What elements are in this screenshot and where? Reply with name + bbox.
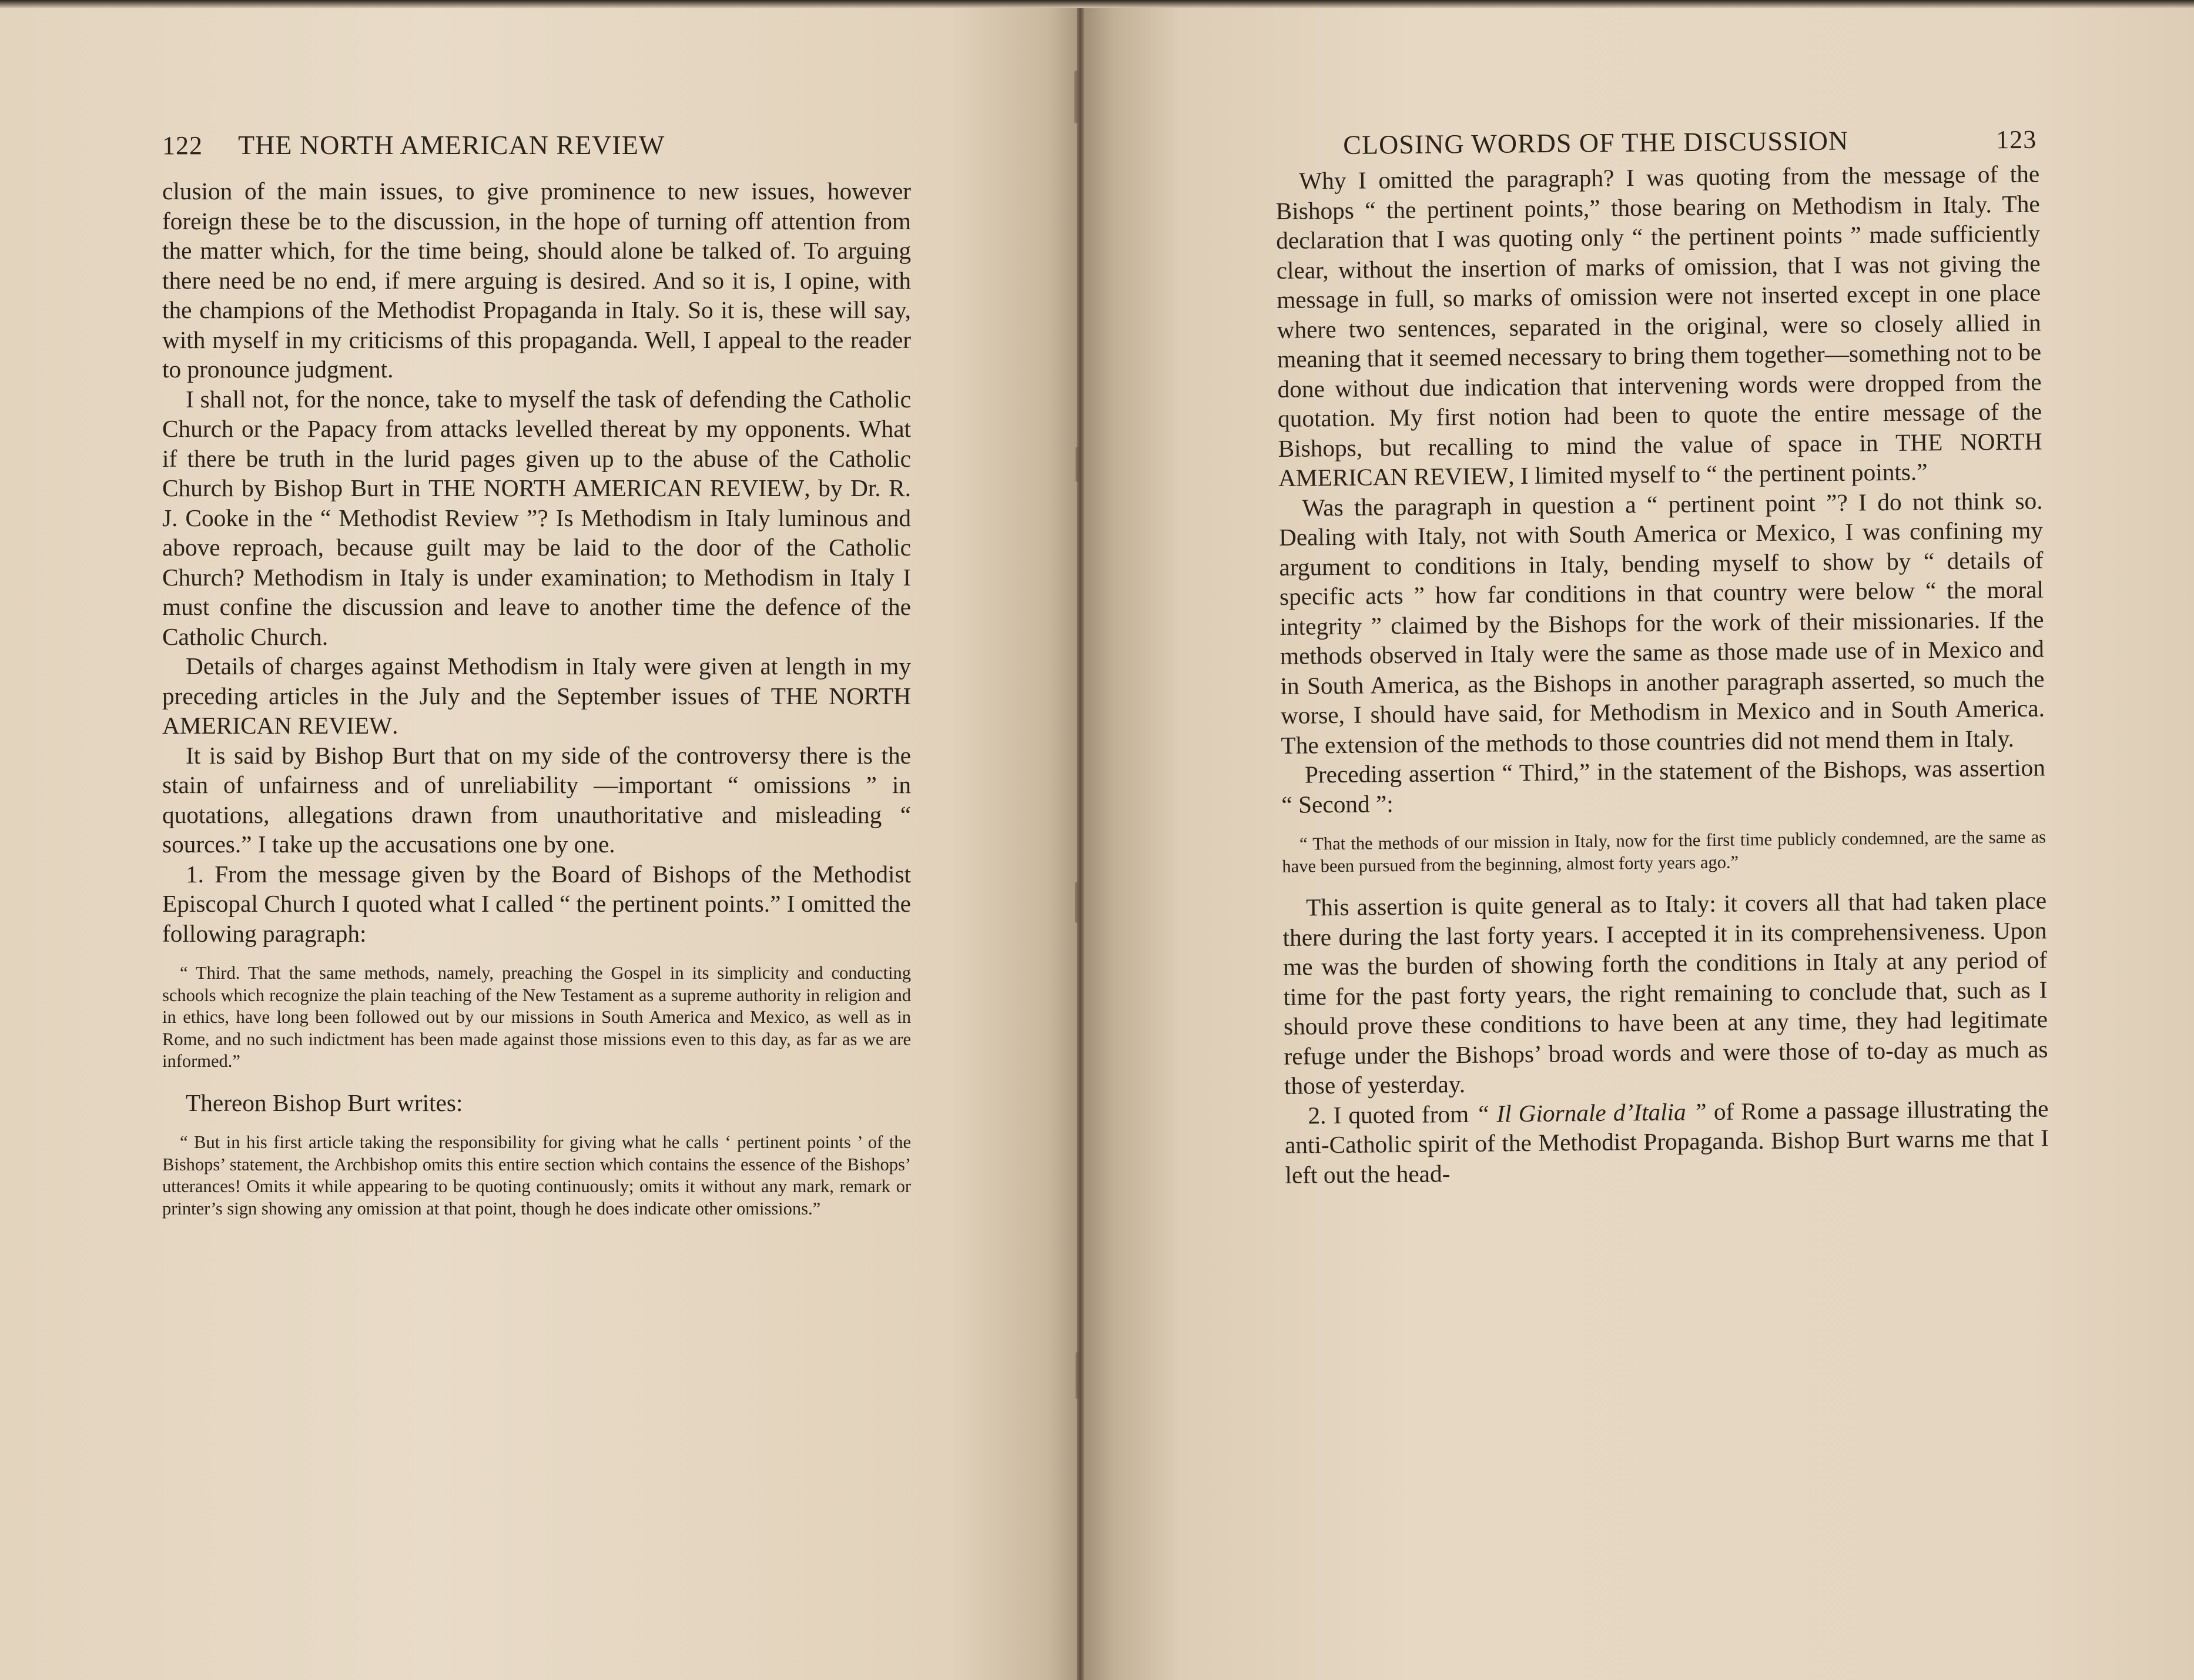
paragraph-text: I shall not, for the nonce, take to myself the task of defending the Catholic Church or the Papacy from attacks levelled thereat by my opponents. What if there be truth in the lurid pages given up to the abuse of the Catholic Church by Bishop Burt in [162,385,911,501]
running-title: CLOSING WORDS OF THE DISCUSSION [1343,125,1849,160]
journal-title: THE NORTH AMERICAN REVIEW [428,474,805,501]
left-page-body [162,176,911,1235]
paragraph [162,384,911,652]
block-quote [1282,826,2046,877]
block-quote [162,1132,911,1220]
running-title: THE NORTH AMERICAN REVIEW [238,130,665,160]
journal-title: THE NORTH AMERICAN REVIEW [1278,427,2042,491]
paragraph: Thereon Bishop Burt writes: [186,1089,463,1116]
paragraph: 1. From the message given by the Board of Bishops of the Methodist Episcopal Church I quoted what I called “ the pertinent points.” I omitted the following paragraph: [162,860,911,947]
quote-text: “ But in his first article taking the responsibility for giving what he calls ‘ pertinent points ’ of the Bishops’ statement, the Archbishop omits this entire section which contains the essence of the Bishops’ utterances! Omits it while appearing to be quoting continuously; omits it without any mark, remark or printer’s sign showing any omission at that point, though he does indicate other omissions.” [162,1132,911,1219]
right-page-header [1343,119,2037,166]
paragraph-text: of Rome a passage illustrating the anti-Catholic spirit of the Methodist Propaganda. Bishop Burt warns me that I left out the head- [1284,1094,2049,1189]
paragraph-text: . [392,712,398,739]
newspaper-title: “ Il Giornale d’Italia ” [1476,1097,1707,1127]
gutter-thread-mark [1076,1352,1079,1399]
paragraph: This assertion is quite general as to Italy: it covers all that had taken place there during the last forty years. I accepted it in its comprehensiveness. Upon me was the burden of showing forth the conditions in Italy at any period of time for the past forty years, the right remaining to conclude that, such as I should prove these conditions to have been at any time, they had legitimate refuge under the Bishops’ broad words and were those of to-day as much as those of yesterday. [1282,886,2048,1099]
page-number: 123 [1996,125,2037,155]
page-top-edge [0,0,2194,8]
gutter-thread-mark [1075,882,1078,923]
left-page-header [162,125,911,166]
paragraph [162,651,911,741]
paragraph: clusion of the main issues, to give prominence to new issues, however foreign these be to the discussion, in the hope of turning off attention from the matter which, for the time being, should alone be talked of. To arguing there need be no end, if mere arguing is desired. And so it is, I opine, with the champions of the Methodist Propaganda in Italy. So it is, these will say, with myself in my criticisms of this propaganda. Well, I appeal to the reader to pronounce judgment. [162,178,911,383]
right-page-body [1275,159,2049,1190]
paragraph-text: Details of charges against Methodism in Italy were given at length in my preceding articles in the July and the September issues of [162,652,911,710]
paragraph-text: , I limited myself to “ the pertinent points.” [1508,458,1928,490]
quote-text: “ Third. That the same methods, namely, preaching the Gospel in its simplicity and conducting schools which recognize the plain teaching of the New Testament as a supreme authority in religion and in ethics, have long been followed out by our missions in South America and Mexico, as well as in Rome, and no such indictment has been made against those missions even to this day, as far as we are informed.” [162,963,911,1071]
paragraph: It is said by Bishop Burt that on my side of the controversy there is the stain of unfairness and of unreliability —important “ omissions ” in quotations, allegations drawn from unauthoritative and misleading “ sources.” I take up the accusations one by one. [162,741,911,858]
paragraph-text: 2. I quoted from [1308,1100,1469,1129]
page-number: 122 [162,131,203,160]
gutter-thread-mark [1076,447,1079,482]
paragraph-text: Why I omitted the paragraph? I was quoting from the message of the Bishops “ the pertinent points,” those bearing on Methodism in Italy. The declaration that I was quoting only “ the pertinent points ” made sufficiently clear, without the insertion of marks of omission, that I was not giving the message in full, so marks of omission were not inserted except in one place where two sentences, separated in the original, were so closely allied in meaning that it seemed necessary to bring them together—something not to be done without due indication that intervening words were dropped from the quotation. My first notion had been to quote the entire message of the Bishops, but recalling to mind the value of space in [1275,160,2042,462]
paragraph [1275,159,2042,493]
quote-text: “ That the methods of our mission in Italy, now for the first time publicly condemned, are the same as have been pursued from the beginning, almost forty years ago.” [1282,826,2046,876]
paragraph: Preceding assertion “ Third,” in the statement of the Bishops, was assertion “ Second ”: [1281,754,2046,818]
paragraph: Was the paragraph in question a “ pertinent point ”? I do not think so. Dealing with Italy, not with South America or Mexico, I was confining my argument to conditions in Italy, bending myself to show by “ details of specific acts ” how far conditions in that country were below “ the moral integrity ” claimed by the Bishops for the work of their missionaries. If the methods observed in Italy were the same as those made use of in Mexico and in South America, as the Bishops in another paragraph asserted, so much the worse, I should have said, for Methodism in Mexico and in South America. The extension of the methods to those countries did not mend them in Italy. [1278,486,2045,759]
paragraph-text: , by Dr. R. J. Cooke in the “ Methodist Review ”? Is Methodism in Italy luminous and above reproach, because guilt may be laid to the door of the Catholic Church? Methodism in Italy is under examination; to Methodism in Italy I must confine the discussion and leave to another time the defence of the Catholic Church. [162,474,912,650]
gutter-thread-mark [1074,71,1078,123]
journal-title: THE NORTH AMERICAN REVIEW [162,682,912,739]
block-quote [162,962,911,1073]
paragraph [1284,1093,2049,1190]
book-gutter [1077,0,1084,1680]
